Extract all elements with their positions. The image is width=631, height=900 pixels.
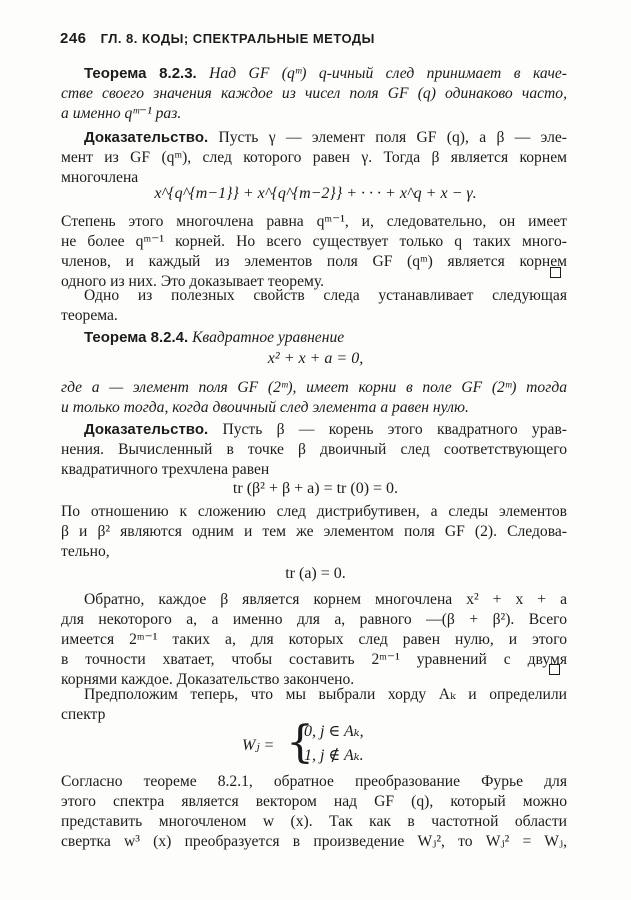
proof-823-label: Доказательство. [84, 129, 209, 146]
theorem-823-label: Теорема 8.2.3. [84, 65, 197, 82]
proof-824-line-1 [61, 420, 567, 440]
proof-824-label: Доказательство. [84, 421, 209, 438]
theorem-823-line-2: стве своего значения каждое из чисел поля GF (q) одинаково часто, [61, 85, 567, 102]
theorem-824-line-2: где a — элемент поля GF (2ᵐ), имеет корни в поле GF (2ᵐ) тогда [61, 379, 567, 396]
proof-823-after-2: не более qᵐ⁻¹ корней. Но всего существует только q таких много- [61, 233, 567, 250]
intro-824-line-1: Одно из полезных свойств следа устанавливает следующая [84, 287, 567, 304]
proof-823-text-1: Пусть γ — элемент поля GF (q), а β — эле- [218, 129, 567, 146]
qed-symbol [549, 664, 560, 675]
spectrum-case-2: 1, j ∉ Aₖ. [304, 747, 364, 764]
proof-824-mid-2: β и β² являются одним и тем же элементом поля GF (2). Следова- [61, 523, 567, 540]
proof-824-line-2: нения. Вычисленный в точке β двоичный след соответствующего [61, 441, 567, 458]
proof-823-after-4: одного из них. Это доказывает теорему. [61, 273, 325, 290]
proof-824-after-5: корнями каждое. Доказательство закончено. [61, 671, 355, 688]
proof-823-after-1: Степень этого многочлена равна qᵐ⁻¹, и, следовательно, он имеет [61, 213, 567, 230]
proof-824-after-4: в точности хватает, чтобы составить 2ᵐ⁻¹ уравнений с двумя [61, 651, 567, 668]
proof-824-mid-3: тельно, [61, 543, 110, 560]
running-title: ГЛ. 8. КОДЫ; СПЕКТРАЛЬНЫЕ МЕТОДЫ [100, 31, 375, 46]
proof-823-after-3: членов, и каждый из элементов поля GF (qᵐ) является корнем [61, 253, 567, 270]
proof-824-line-3: квадратичного трехчлена равен [61, 461, 270, 478]
theorem-824-formula: x² + x + a = 0, [267, 350, 364, 367]
proof-823-formula: x^{q^{m−1}} + x^{q^{m−2}} + · · · + x^q + x − γ. [154, 185, 477, 202]
proof-824-formula-2: tr (a) = 0. [285, 565, 346, 582]
closing-line-2: этого спектра является вектором над GF (q), который можно [61, 793, 567, 810]
proof-823-line-1 [61, 128, 567, 148]
closing-line-3: представить многочленом w (x). Так как в частотной области [61, 813, 567, 830]
proof-824-after-3: имеется 2ᵐ⁻¹ таких a, для которых след равен нулю, и этого [61, 631, 567, 648]
closing-line-4: свертка w³ (x) преобразуется в произведение Wⱼ², то Wⱼ² = Wⱼ, [61, 833, 567, 850]
theorem-824-text-1: Квадратное уравнение [192, 329, 345, 346]
chord-line-2: спектр [61, 706, 106, 723]
proof-824-text-1: Пусть β — корень этого квадратного урав- [222, 421, 568, 438]
spectrum-case-1: 0, j ∈ Aₖ, [304, 723, 364, 740]
qed-symbol [550, 267, 561, 278]
proof-824-formula-1: tr (β² + β + a) = tr (0) = 0. [232, 480, 399, 497]
intro-824-line-2: теорема. [61, 307, 118, 324]
theorem-824-line-3: и только тогда, когда двоичный след элемента a равен нулю. [61, 399, 469, 416]
closing-line-1: Согласно теореме 8.2.1, обратное преобразование Фурье для [61, 773, 567, 790]
page-number: 246 [60, 30, 87, 47]
chord-line-1: Предположим теперь, что мы выбрали хорду Aₖ и определили [84, 686, 567, 703]
theorem-823-text-1: Над GF (qᵐ) q-ичный след принимает в каче- [209, 65, 568, 82]
spectrum-brace: { [286, 717, 314, 768]
theorem-823-line-1 [61, 64, 567, 84]
running-header [60, 30, 375, 47]
proof-823-line-2: мент из GF (qᵐ), след которого равен γ. Тогда β является корнем [61, 149, 567, 166]
proof-824-mid-1: По отношению к сложению след дистрибутивен, а следы элементов [61, 503, 567, 520]
proof-824-after-2: для некоторого a, а именно для a, равного —(β + β²). Всего [61, 611, 567, 628]
theorem-823-line-3: а именно qᵐ⁻¹ раз. [61, 105, 182, 122]
proof-823-line-3: многочлена [61, 169, 139, 186]
theorem-824-line-1 [61, 328, 567, 348]
spectrum-lhs: Wⱼ = [242, 737, 275, 754]
proof-824-after-1: Обратно, каждое β является корнем многочлена x² + x + a [84, 591, 567, 608]
theorem-824-label: Теорема 8.2.4. [84, 329, 189, 346]
